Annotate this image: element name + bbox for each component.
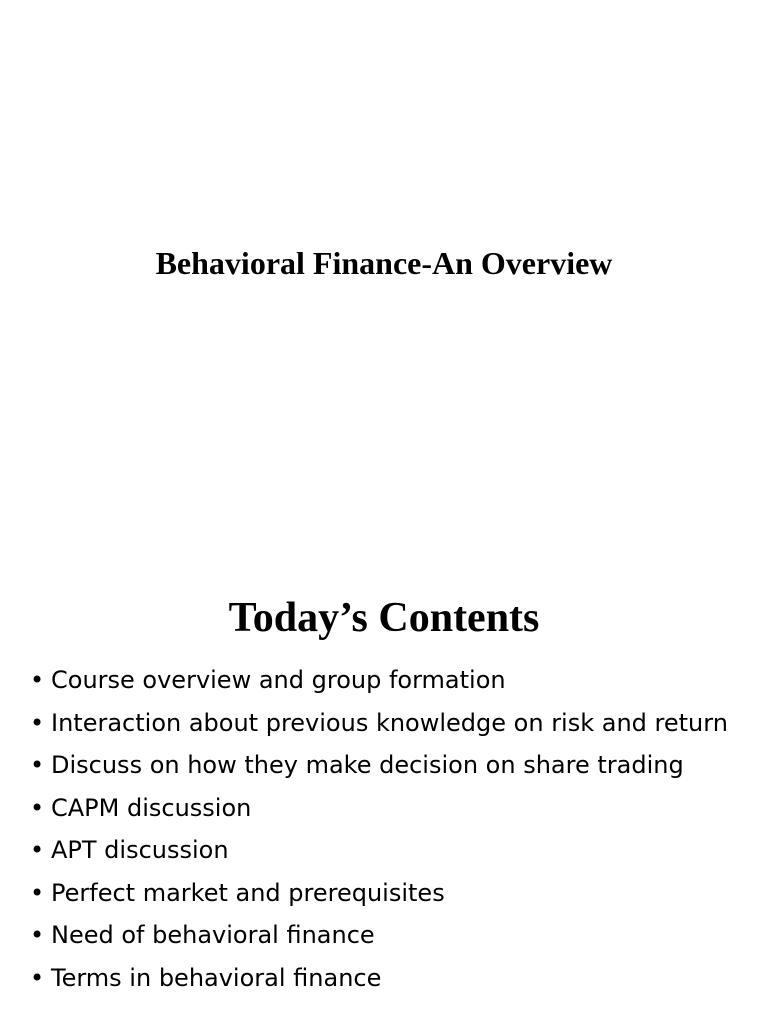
- bullet-glyph: •: [30, 921, 45, 949]
- bullet-item: [30, 834, 750, 866]
- bullet-item: [30, 919, 750, 951]
- bullet-text: Terms in behavioral finance: [51, 963, 382, 992]
- bullet-text: Discuss on how they make decision on share trading: [51, 751, 684, 779]
- bullet-glyph: •: [30, 666, 45, 694]
- bullet-item: [30, 707, 750, 739]
- contents-heading: Today’s Contents: [228, 595, 540, 641]
- bullet-glyph: •: [30, 963, 45, 992]
- bullet-text: Course overview and group formation: [51, 666, 506, 694]
- slide-title: Behavioral Finance-An Overview: [155, 245, 613, 281]
- bullet-glyph: •: [30, 793, 45, 822]
- bullet-item: [30, 877, 750, 909]
- bullet-item: [30, 664, 750, 696]
- contents-slide: [0, 560, 768, 1024]
- bullet-glyph: •: [30, 836, 45, 864]
- bullet-glyph: •: [30, 708, 45, 737]
- bullet-text: Interaction about previous knowledge on risk and return: [51, 708, 728, 737]
- bullet-item: [30, 749, 750, 781]
- bullet-text: Perfect market and prerequisites: [51, 878, 445, 907]
- bullet-text: APT discussion: [51, 836, 229, 864]
- bullet-item: [30, 792, 750, 824]
- bullet-glyph: •: [30, 878, 45, 907]
- contents-bullet-list: [30, 664, 750, 1004]
- bullet-item: [30, 962, 750, 994]
- bullet-text: Need of behavioral finance: [51, 921, 375, 949]
- bullet-glyph: •: [30, 751, 45, 779]
- bullet-text: CAPM discussion: [51, 793, 252, 822]
